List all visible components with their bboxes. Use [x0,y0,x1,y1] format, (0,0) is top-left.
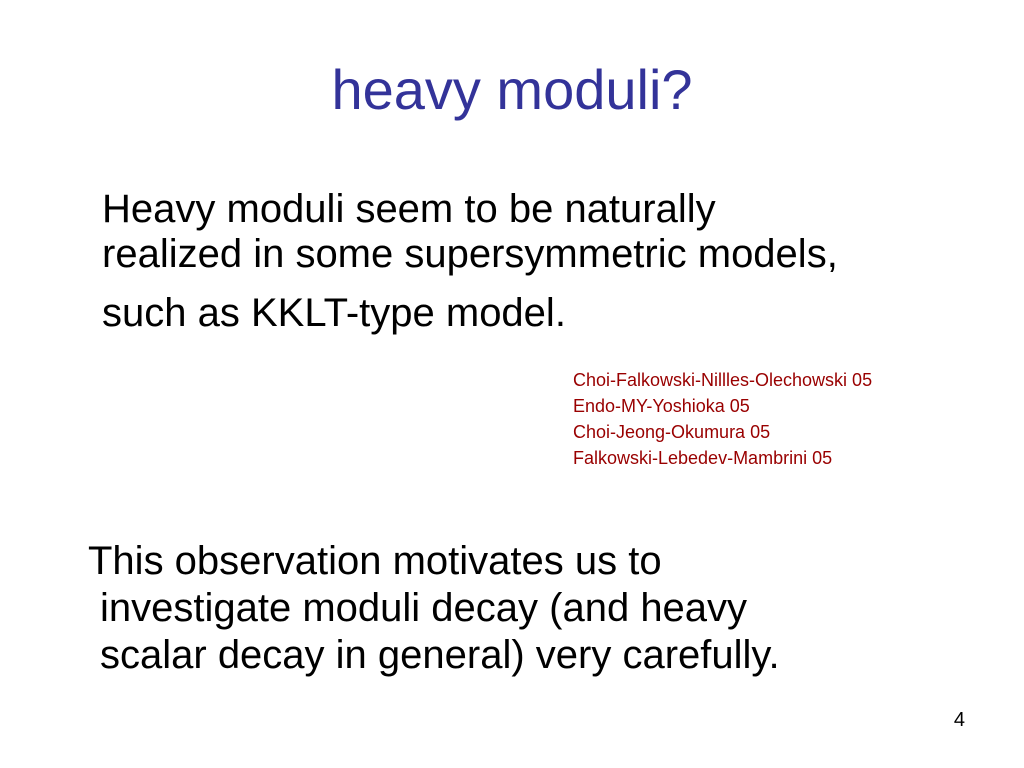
paragraph-heavy-moduli [80,189,980,333]
paragraph-line: realized in some supersymmetric models, [102,232,838,276]
paragraph-line: investigate moduli decay (and heavy [100,586,748,630]
paragraph-line: Heavy moduli seem to be naturally [102,187,716,231]
page-number: 4 [953,709,965,731]
reference-item: Choi-Jeong-Okumura 05 [573,422,771,442]
references-list [573,367,1003,471]
reference-item: Choi-Falkowski-Nillles-Olechowski 05 [573,370,873,390]
paragraph-line: such as KKLT-type model. [102,291,566,335]
paragraph-line: This observation motivates us to [88,539,662,583]
reference-item: Endo-MY-Yoshioka 05 [573,396,750,416]
paragraph-line: scalar decay in general) very carefully. [100,633,780,677]
paragraph-motivation [88,541,988,682]
slide-title: heavy moduli? [331,58,693,121]
reference-item: Falkowski-Lebedev-Mambrini 05 [573,448,833,468]
